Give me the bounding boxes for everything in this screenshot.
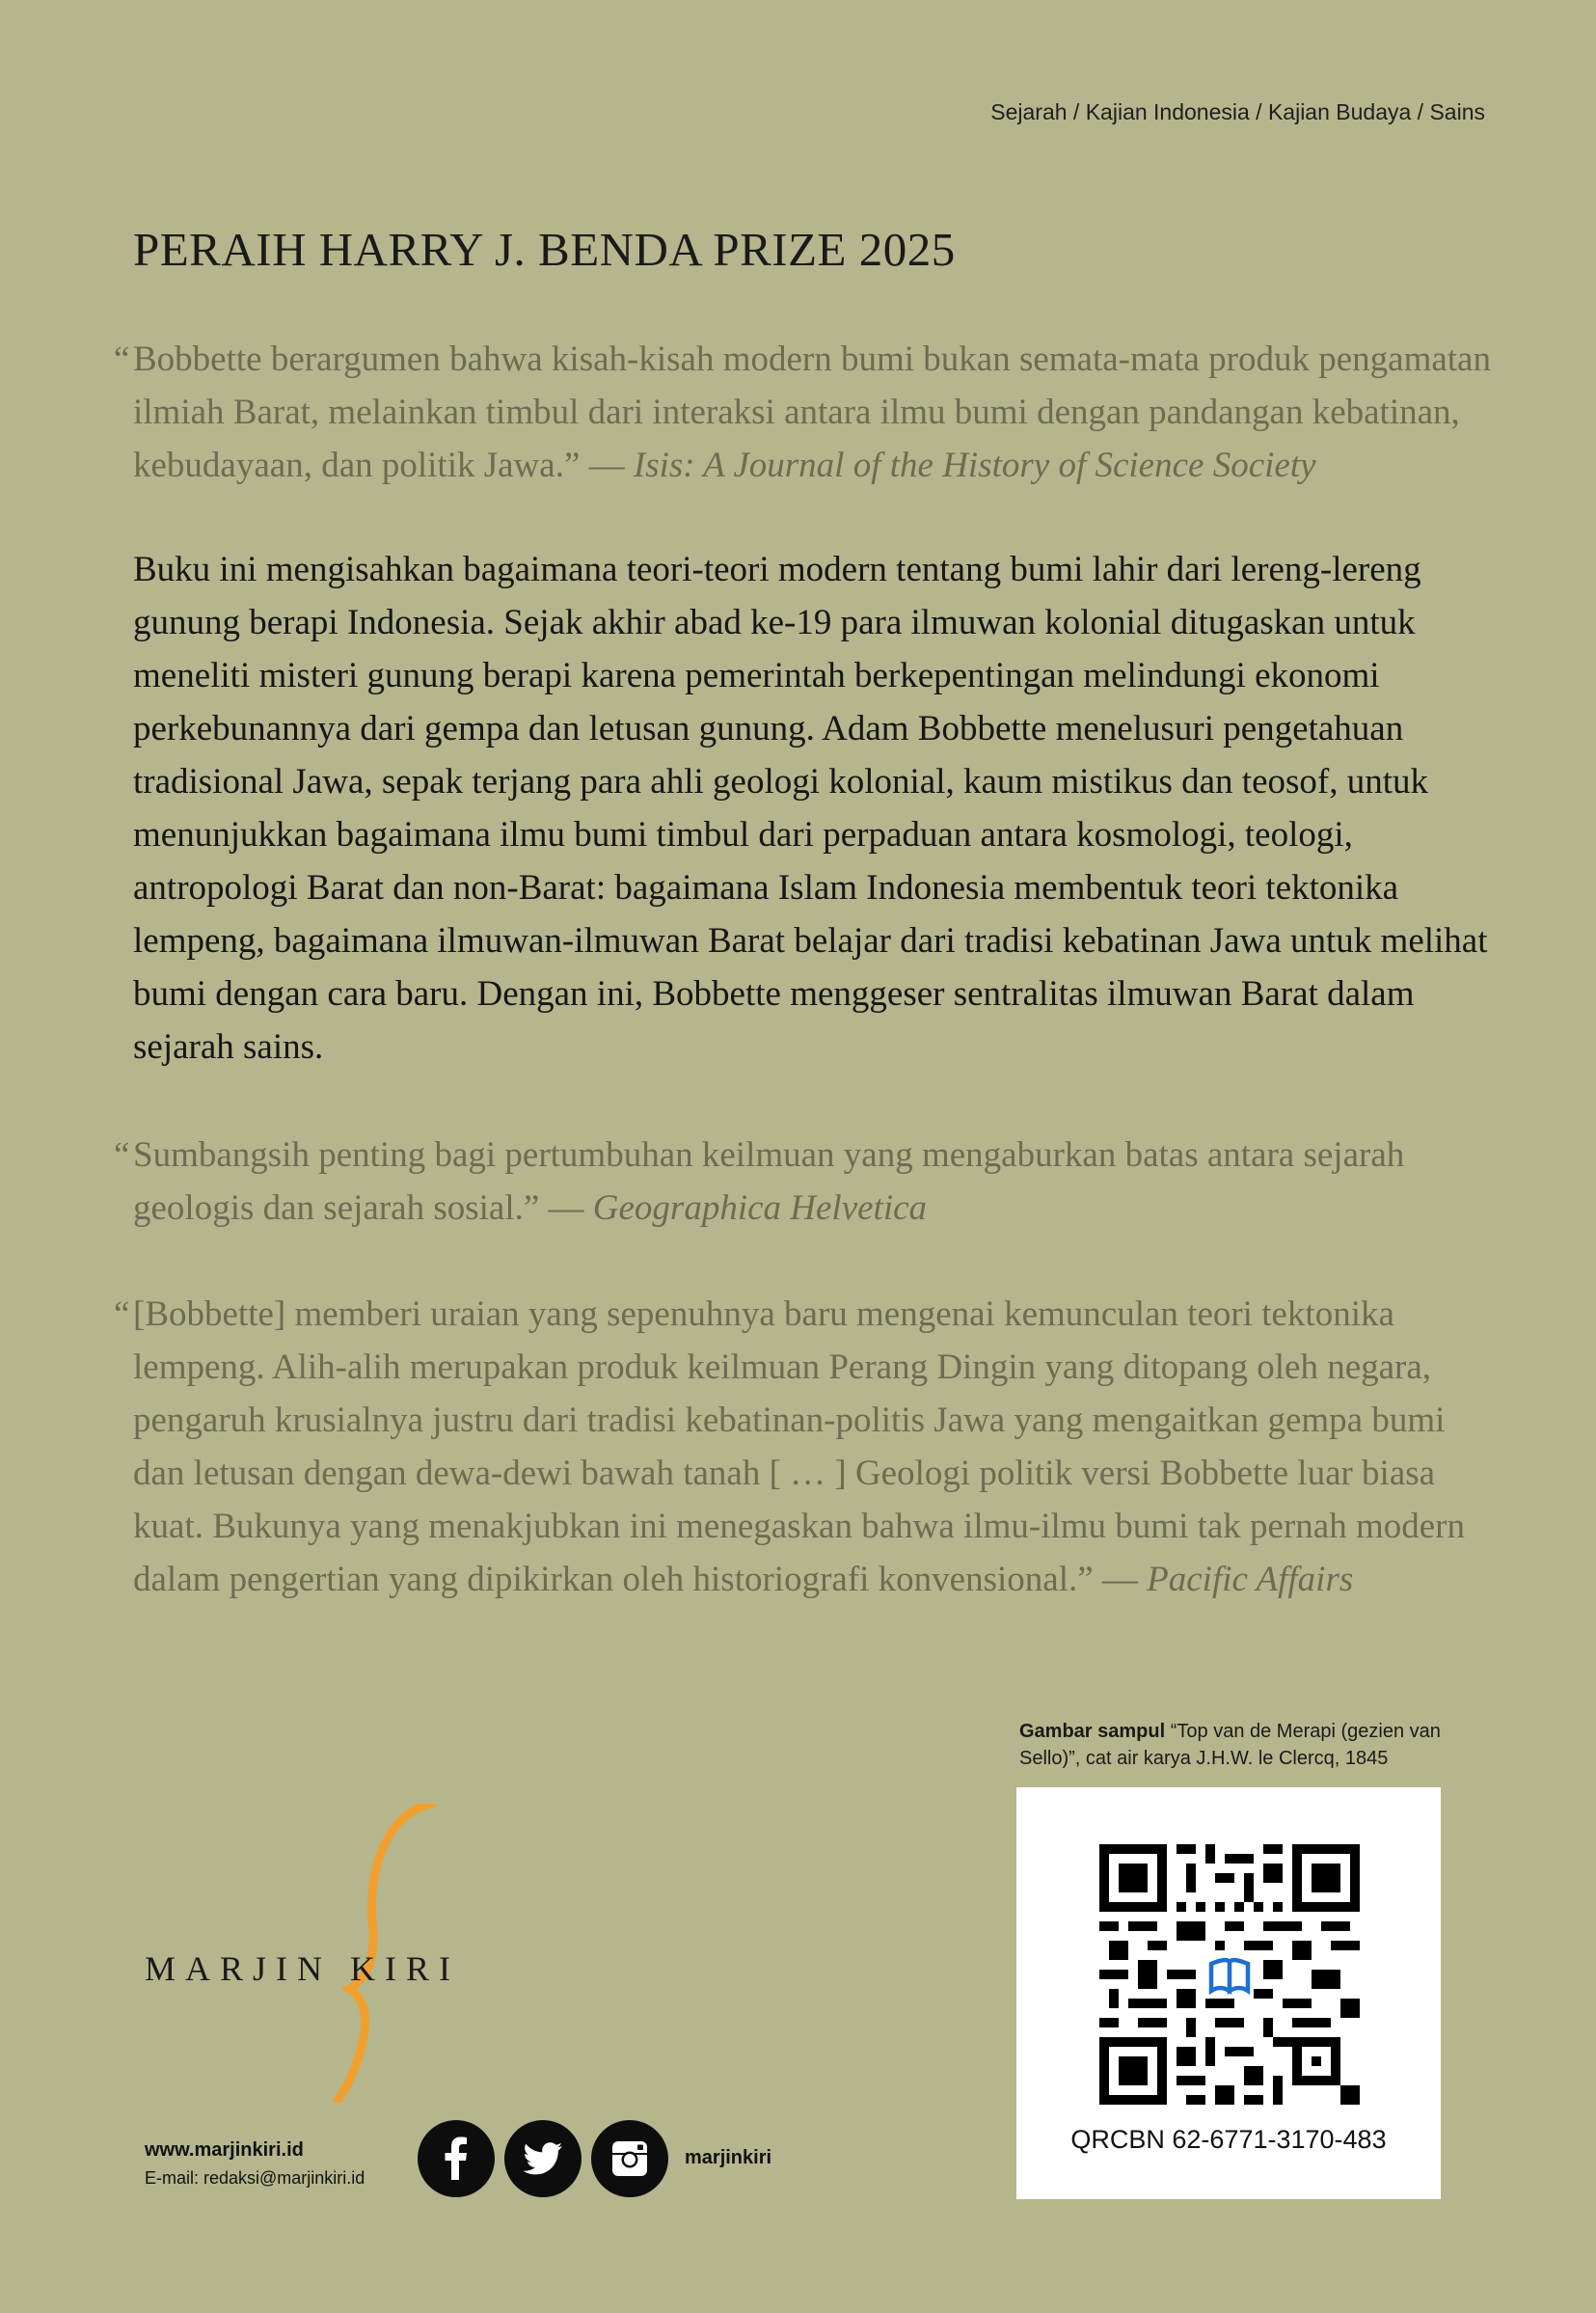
quote-source: Isis: A Journal of the History of Science Society — [633, 446, 1316, 485]
award-heading: PERAIH HARRY J. BENDA PRIZE 2025 — [133, 223, 956, 276]
cover-credit — [1019, 1718, 1473, 1772]
qr-panel — [1016, 1787, 1441, 2199]
qr-code-icon[interactable] — [1099, 1844, 1360, 2105]
facebook-icon — [418, 2120, 495, 2197]
category-list: Sejarah / Kajian Indonesia / Kajian Budaya / Sains — [990, 99, 1485, 124]
instagram-button[interactable] — [591, 2120, 668, 2197]
review-quote-3 — [114, 1288, 1493, 1606]
review-quote-1 — [114, 333, 1493, 492]
open-quote-mark: “ — [114, 1135, 130, 1175]
facebook-button[interactable] — [418, 2120, 495, 2197]
website-link[interactable]: www.marjinkiri.id — [145, 2139, 304, 2161]
qrcbn-number: QRCBN 62-6771-3170-483 — [1070, 2125, 1387, 2154]
quote-source: Pacific Affairs — [1147, 1560, 1354, 1599]
publisher-name: MARJIN KIRI — [145, 1949, 461, 1988]
quote-text: [Bobbette] memberi uraian yang sepenuhnya baru mengenai kemunculan teori tektonika lempeng. Alih-alih merupakan produk keilmuan Perang Dingin yang ditopang oleh negara, pengaruh krusialnya justru dari tradisi kebatinan-politis Jawa yang mengaitkan gempa bumi dan letusan dengan dewa-dewi bawah tanah [ … ] Geologi politik versi Bobbette luar biasa kuat. Bukunya yang menakjubkan ini menegaskan bahwa ilmu-ilmu bumi tak pernah modern dalam pengertian yang dipikirkan oleh historiografi konvensional.” — — [133, 1294, 1465, 1599]
cover-credit-text: “Top van de Merapi (gezien van Sello)”, cat air karya J.H.W. le Clercq, 1845 — [1019, 1721, 1441, 1769]
social-handle[interactable]: marjinkiri — [685, 2147, 772, 2168]
book-description: Buku ini mengisahkan bagaimana teori-teori modern tentang bumi lahir dari lereng-lereng gunung berapi Indonesia. Sejak akhir abad ke-19 para ilmuwan kolonial ditugaskan untuk meneliti misteri gunung berapi karena pemerintah berkepentingan melindungi ekonomi perkebunannya dari gempa dan letusan gunung. Adam Bobbette menelusuri pengetahuan tradisional Jawa, sepak terjang para ahli geologi kolonial, kaum mistikus dan teosof, untuk menunjukkan bagaimana ilmu bumi timbul dari perpaduan antara kosmologi, teologi, antropologi Barat dan non-Barat: bagaimana Islam Indonesia membentuk teori tektonika lempeng, bagaimana ilmuwan-ilmuwan Barat belajar dari tradisi kebatinan Jawa untuk melihat bumi dengan cara baru. Dengan ini, Bobbette menggeser sentralitas ilmuwan Barat dalam sejarah sains. — [133, 550, 1488, 1067]
email-contact[interactable]: E-mail: redaksi@marjinkiri.id — [145, 2168, 365, 2188]
twitter-icon — [504, 2120, 582, 2197]
publisher-logo — [145, 1804, 473, 2103]
instagram-icon — [591, 2120, 668, 2197]
cover-credit-label: Gambar sampul — [1019, 1721, 1166, 1742]
quote-source: Geographica Helvetica — [592, 1188, 928, 1228]
open-quote-mark: “ — [114, 340, 130, 379]
twitter-button[interactable] — [504, 2120, 582, 2197]
open-quote-mark: “ — [114, 1294, 130, 1334]
review-quote-2 — [114, 1129, 1493, 1235]
quote-text: Sumbangsih penting bagi pertumbuhan keilmuan yang mengaburkan batas antara sejarah geologis dan sejarah sosial.” — — [133, 1135, 1405, 1228]
quote-text: Bobbette berargumen bahwa kisah-kisah modern bumi bukan semata-mata produk pengamatan ilmiah Barat, melainkan timbul dari interaksi antara ilmu bumi dengan pandangan kebatinan, kebudayaan, dan politik Jawa.” — — [133, 340, 1491, 485]
